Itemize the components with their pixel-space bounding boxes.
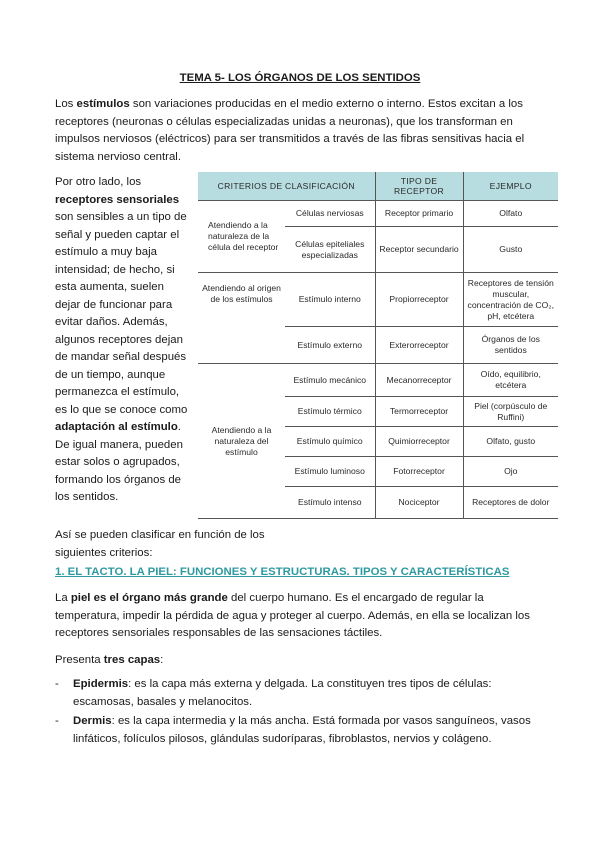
intro-text-pre: Los bbox=[55, 98, 77, 110]
group-celula: Atendiendo a la naturaleza de la célula del receptor bbox=[198, 201, 285, 273]
list-item bbox=[55, 676, 550, 711]
piel-text-pre: La bbox=[55, 592, 71, 604]
cell-tipo: Quimiorreceptor bbox=[375, 427, 463, 457]
cell-ejemplo: Ojo bbox=[463, 457, 558, 487]
criteria-intro: Así se pueden clasificar en función de los siguientes criterios: bbox=[55, 529, 265, 559]
cell-criterio: Estímulo intenso bbox=[285, 487, 375, 519]
table-row bbox=[198, 364, 558, 397]
capas-list bbox=[55, 676, 550, 750]
capas-text-post: : bbox=[160, 654, 164, 666]
group-naturaleza: Atendiendo a la naturaleza del estímulo bbox=[198, 364, 285, 519]
cell-ejemplo: Piel (corpúsculo de Ruffini) bbox=[463, 397, 558, 427]
list-item bbox=[55, 713, 550, 748]
side-bold-adaptacion: adaptación al estímulo bbox=[55, 421, 178, 433]
cell-criterio: Estímulo químico bbox=[285, 427, 375, 457]
side-text-2: son sensibles a un tipo de señal y pueden captar el estímulo a muy baja intensidad; de hecho, si esta aumenta, suelen dejar de funcionar para evitar daños. Además, algunos receptores dejan de mandar señal después de un tiempo, aunque permanezca el estímulo, es lo que se conoce como bbox=[55, 211, 188, 416]
cell-criterio: Células nerviosas bbox=[285, 201, 375, 227]
cell-ejemplo: Olfato bbox=[463, 201, 558, 227]
bullet-term: Epidermis bbox=[73, 678, 129, 690]
cell-tipo: Fotorreceptor bbox=[375, 457, 463, 487]
intro-bold-estimulos: estímulos bbox=[76, 98, 130, 110]
bullet-dash: - bbox=[55, 678, 59, 690]
section-heading: 1. EL TACTO. LA PIEL: FUNCIONES Y ESTRUCTURAS. TIPOS Y CARACTERÍSTICAS bbox=[55, 566, 510, 578]
group-origen: Atendiendo al origen de los estímulos bbox=[198, 273, 285, 364]
cell-criterio: Estímulo mecánico bbox=[285, 364, 375, 397]
bullet-text bbox=[73, 713, 550, 748]
bullet-desc: : es la capa intermedia y la más ancha. Está formada por vasos sanguíneos, vasos linfáticos, folículos pilosos, glándulas sudoríparas, fibroblastos, nervios y colágeno. bbox=[73, 715, 531, 745]
cell-ejemplo: Oído, equilibrio, etcétera bbox=[463, 364, 558, 397]
capas-bold: tres capas bbox=[103, 654, 161, 666]
receptores-paragraph bbox=[55, 174, 189, 507]
cell-criterio: Estímulo térmico bbox=[285, 397, 375, 427]
cell-ejemplo: Receptores de tensión muscular, concentración de CO₂, pH, etcétera bbox=[463, 273, 558, 327]
classification-table bbox=[198, 172, 558, 519]
cell-tipo: Nociceptor bbox=[375, 487, 463, 519]
cell-ejemplo: Olfato, gusto bbox=[463, 427, 558, 457]
cell-criterio: Estímulo luminoso bbox=[285, 457, 375, 487]
bullet-dash: - bbox=[55, 715, 59, 727]
side-text-1: Por otro lado, los bbox=[55, 176, 142, 188]
cell-tipo: Termorreceptor bbox=[375, 397, 463, 427]
table-row bbox=[198, 273, 558, 327]
header-ejemplo: EJEMPLO bbox=[463, 172, 558, 201]
intro-text-post: son variaciones producidas en el medio externo o interno. Estos excitan a los receptores (neuronas o células especializadas unidas a neuronas), que los transforman en impulsos nerviosos (eléctricos) para ser transmitidos a través de las fibras sensitivas hacia el sistema nervioso central. bbox=[55, 98, 525, 163]
bullet-term: Dermis bbox=[73, 715, 112, 727]
cell-ejemplo: Receptores de dolor bbox=[463, 487, 558, 519]
classification-table-wrap bbox=[198, 172, 558, 519]
cell-criterio: Células epiteliales especializadas bbox=[285, 227, 375, 273]
cell-tipo: Mecanorreceptor bbox=[375, 364, 463, 397]
side-bold-receptores: receptores sensoriales bbox=[55, 193, 180, 206]
piel-text-post: del cuerpo humano. Es el encargado de regular la temperatura, impedir la pérdida de agua y proteger al cuerpo. Además, en ella se localizan los receptores sensoriales responsables de las sensaciones táctiles. bbox=[55, 592, 530, 639]
table-row bbox=[198, 201, 558, 227]
header-tipo: TIPO DE RECEPTOR bbox=[375, 172, 463, 201]
cell-criterio: Estímulo interno bbox=[285, 273, 375, 327]
cell-criterio: Estímulo externo bbox=[285, 327, 375, 364]
page-title: TEMA 5- LOS ÓRGANOS DE LOS SENTIDOS bbox=[179, 72, 421, 84]
piel-paragraph bbox=[55, 590, 545, 643]
cell-ejemplo: Gusto bbox=[463, 227, 558, 273]
header-criterios: CRITERIOS DE CLASIFICACIÓN bbox=[198, 172, 375, 201]
capas-text-pre: Presenta bbox=[55, 654, 104, 666]
bullet-desc: : es la capa más externa y delgada. La constituyen tres tipos de células: escamosas, basales y melanocitos. bbox=[73, 678, 492, 708]
cell-tipo: Receptor primario bbox=[375, 201, 463, 227]
bullet-text bbox=[73, 676, 550, 711]
cell-tipo: Exterorreceptor bbox=[375, 327, 463, 364]
table-header-row bbox=[198, 172, 558, 201]
piel-bold: piel es el órgano más grande bbox=[70, 592, 228, 604]
cell-ejemplo: Órganos de los sentidos bbox=[463, 327, 558, 364]
cell-tipo: Propiorreceptor bbox=[375, 273, 463, 327]
capas-paragraph bbox=[55, 652, 545, 670]
cell-tipo: Receptor secundario bbox=[375, 227, 463, 273]
side-text-3: . De igual manera, pueden estar solos o agrupados, formando los órganos de los sentidos. bbox=[55, 421, 183, 503]
intro-paragraph bbox=[55, 96, 545, 166]
